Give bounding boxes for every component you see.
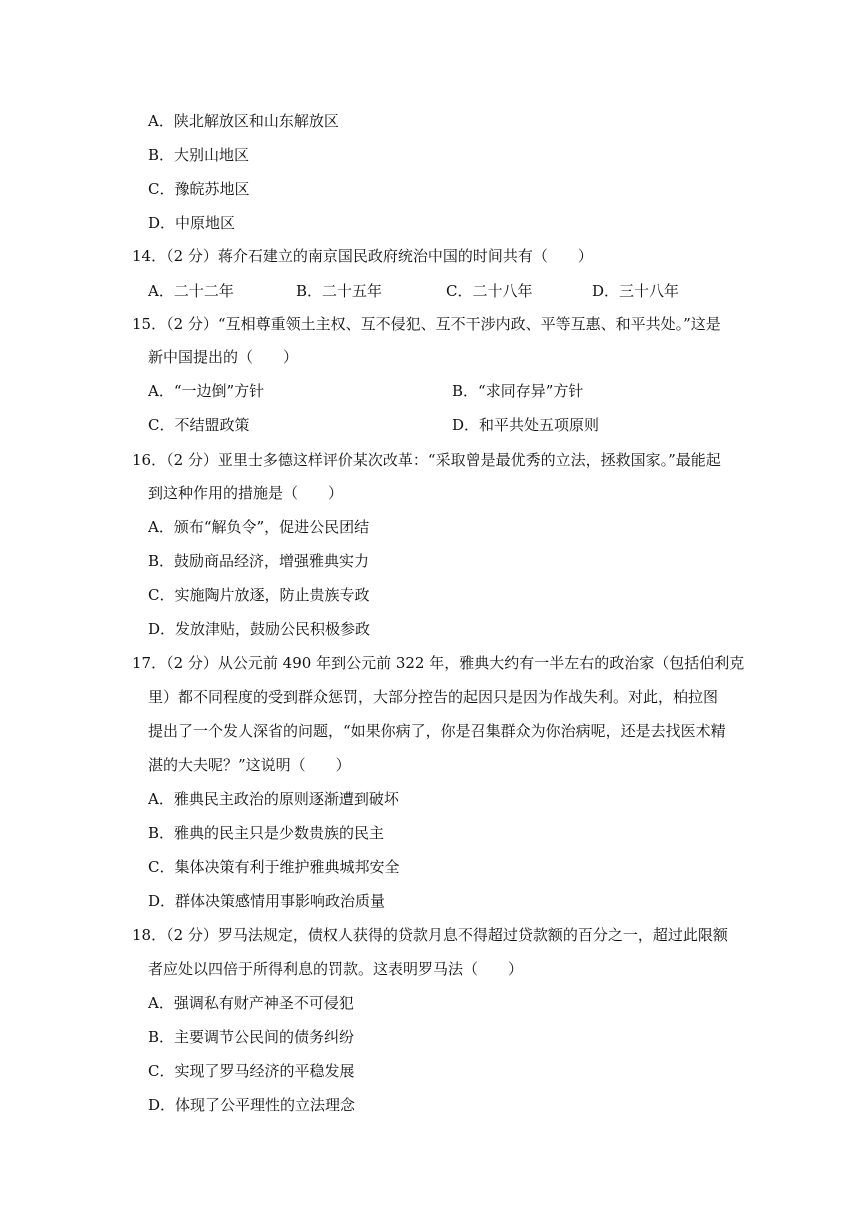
q15-option-b: B．“求同存异”方针 [452, 382, 584, 400]
q18-stem-line1: 18．（2 分）罗马法规定，债权人获得的贷款月息不得超过贷款额的百分之一，超过此限额 [132, 926, 728, 944]
q15-stem-line2: 新中国提出的（ ） [148, 348, 299, 366]
q18-stem-line2: 者应处以四倍于所得利息的罚款。这表明罗马法（ ） [148, 960, 524, 978]
q18-option-b: B．主要调节公民间的债务纠纷 [148, 1028, 355, 1046]
q17-option-b: B．雅典的民主只是少数贵族的民主 [148, 824, 385, 842]
q13-option-b: B．大别山地区 [148, 146, 250, 164]
q16-option-c: C．实施陶片放逐，防止贵族专政 [148, 586, 370, 604]
q14-option-a: A．二十二年 [148, 282, 234, 300]
q15-option-a: A．“一边倒”方针 [148, 382, 265, 400]
q16-option-a: A．颁布“解负令”，促进公民团结 [148, 518, 370, 536]
q17-option-a: A．雅典民主政治的原则逐渐遭到破坏 [148, 790, 399, 808]
q13-option-d: D．中原地区 [148, 214, 236, 232]
q18-option-a: A．强调私有财产神圣不可侵犯 [148, 994, 354, 1012]
q16-stem-line1: 16．（2 分）亚里士多德这样评价某次改革：“采取曾是最优秀的立法，拯救国家。”最能起 [132, 451, 721, 469]
q17-option-c: C．集体决策有利于维护雅典城邦安全 [148, 858, 400, 876]
q17-stem-line1: 17．（2 分）从公元前 490 年到公元前 322 年，雅典大约有一半左右的政治家（包括伯利克 [132, 654, 745, 672]
q14-option-b: B．二十五年 [296, 282, 383, 300]
q17-option-d: D．群体决策感情用事影响政治质量 [148, 892, 386, 910]
q16-option-d: D．发放津贴，鼓励公民积极参政 [148, 620, 371, 638]
q15-option-c: C．不结盟政策 [148, 416, 250, 434]
q16-stem-line2: 到这种作用的措施是（ ） [148, 484, 344, 502]
q14-option-c: C．二十八年 [446, 282, 533, 300]
q17-stem-line3: 提出了一个发人深省的问题，“如果你病了，你是召集群众为你治病呢，还是去找医术精 [148, 722, 726, 740]
q13-option-c: C．豫皖苏地区 [148, 180, 250, 198]
q17-stem-line2: 里）都不同程度的受到群众惩罚，大部分控告的起因只是因为作战失利。对此，柏拉图 [148, 688, 719, 706]
q15-stem-line1: 15．（2 分）“互相尊重领土主权、互不侵犯、互不干涉内政、平等互惠、和平共处。”这是 [132, 315, 721, 333]
q18-option-d: D．体现了公平理性的立法理念 [148, 1096, 356, 1114]
q14-stem: 14．（2 分）蒋介石建立的南京国民政府统治中国的时间共有（ ） [132, 247, 593, 265]
q17-stem-line4: 湛的大夫呢？”这说明（ ） [148, 756, 351, 774]
q18-option-c: C．实现了罗马经济的平稳发展 [148, 1062, 355, 1080]
q13-option-a: A．陕北解放区和山东解放区 [148, 112, 339, 130]
q16-option-b: B．鼓励商品经济，增强雅典实力 [148, 552, 370, 570]
q14-option-d: D．三十八年 [592, 282, 680, 300]
q15-option-d: D．和平共处五项原则 [452, 416, 600, 434]
